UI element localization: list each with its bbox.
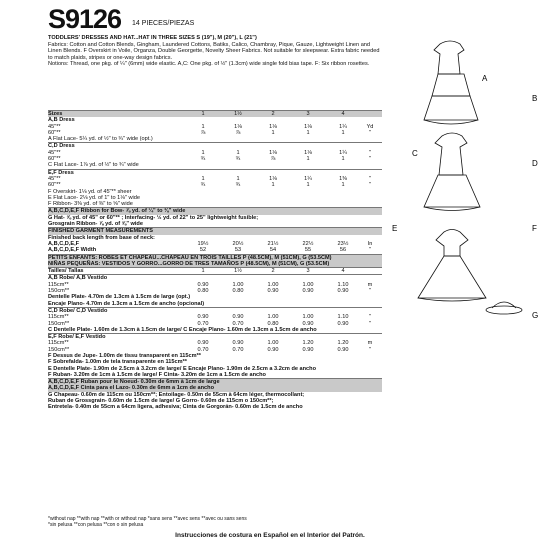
- row-label: Encaje Plano- 4.70m de 1.3cm a 1.5cm de ancho (opcional): [48, 300, 205, 307]
- cell-size-1: 52: [199, 247, 207, 254]
- section-cd-es: [48, 307, 382, 314]
- garment-illustrations: [382, 36, 540, 336]
- row-label: A,B,C,D,E,F: [48, 240, 80, 247]
- cell-size-1: 1: [201, 268, 205, 275]
- cell-size-2: 0.70: [232, 346, 244, 353]
- row-label: A,B,C,D,E,F Width: [48, 247, 97, 254]
- cell-size-1: 0.90: [197, 340, 209, 347]
- row-label: A,B,C,D,E,F Ruban pour le Noeud- 0.30m de 6mm à 1cm de large: [48, 379, 220, 386]
- intro-title: TODDLERS' DRESSES AND HAT...HAT IN THREE SIZES S (19"), M (20"), L (21"): [48, 35, 257, 41]
- yardage-table: [48, 110, 382, 411]
- row-label: Sizes: [48, 111, 63, 117]
- label-b: B: [532, 94, 538, 103]
- fabrics-text: Fabrics: Cotton and Cotton Blends, Gingham, Laundered Cottons, Batiks, Calico, Chambray, Pique, Gauze, Lightweight Linen and Linen Blends. F Overskirt in Voile, Organza, Double Georgette, Novelty Sheer Fabrics. Not suitable for sleepwear. Extra fabric needed to match plaids, stripes or one-way design fabrics.: [48, 41, 380, 61]
- row-label: C,D Robe/ C,D Vestido: [48, 307, 108, 314]
- row-label: 150cm**: [48, 320, 70, 327]
- row-label: 60"**: [48, 156, 61, 163]
- cell-size-4: 1.20: [302, 340, 314, 347]
- cell-size-4: 1: [306, 129, 310, 136]
- cell-size-5: 1¼: [339, 149, 347, 156]
- cell-size-4: 3: [306, 111, 310, 117]
- cell-size-5: 1¼: [339, 123, 347, 130]
- cell-size-2: 1⅛: [234, 123, 242, 130]
- cell-unit: ": [369, 129, 371, 136]
- pieces-count: 14 PIECES/PIEZAS: [132, 20, 195, 27]
- cell-size-1: ¾: [200, 182, 206, 189]
- cell-size-1: ⅞: [200, 129, 206, 136]
- row-label: F Dessus de Jupe- 1.00m de tissu transparent en 115cm**: [48, 352, 201, 359]
- row-label: Dentelle Plate- 4.70m de 1.3cm à 1.5cm de large (opt.): [48, 294, 191, 301]
- cell-size-2: 20½: [232, 240, 244, 247]
- cell-size-1: 19½: [197, 240, 209, 247]
- bow-row-fr: [48, 378, 382, 385]
- cell-size-5: 1: [341, 129, 345, 136]
- row-label: C Dentelle Plate- 1.60m de 1.3cm à 1.5cm de large/ C Encaje Plano- 1.60m de 1.3cm a 1.5cm de ancho: [48, 326, 317, 333]
- dress-cd-sketch: [424, 133, 480, 211]
- cell-size-1: 0.90: [197, 314, 209, 321]
- row-label: NIÑAS PEQUEÑAS: VESTIDOS Y GORRO...GORRO DE TRES TAMAÑOS P (48.5CM), M (51CM), G (53.5CM): [48, 260, 330, 267]
- cell-size-4: 1¼: [304, 175, 312, 182]
- cell-unit: ": [369, 320, 371, 327]
- section-ab-es: [48, 274, 382, 281]
- cell-size-2: 1½: [234, 111, 242, 117]
- cell-size-5: 1.10: [337, 281, 349, 288]
- cell-size-4: 0.90: [302, 288, 314, 295]
- row-label: F Ribbon- 3⅜ yd. of ⅜" to ⅝" wide: [48, 201, 133, 208]
- row-label: E,F Dress: [48, 169, 74, 176]
- cell-size-3: 21½: [267, 240, 279, 247]
- cell-size-3: 0.80: [267, 320, 279, 327]
- cell-size-5: 4: [341, 268, 345, 275]
- row-label: 60"**: [48, 182, 61, 189]
- cell-size-2: ¾: [235, 182, 241, 189]
- cell-size-1: 1: [201, 175, 205, 182]
- cell-size-5: 0.90: [337, 288, 349, 295]
- cell-size-2: 1.00: [232, 281, 244, 288]
- label-g: G: [532, 311, 539, 320]
- cell-size-4: 3: [306, 268, 310, 275]
- cell-size-2: 0.80: [232, 288, 244, 295]
- cell-unit: ": [369, 346, 371, 353]
- cell-size-5: 23½: [337, 240, 349, 247]
- cell-size-1: ¾: [200, 156, 206, 163]
- cell-size-4: 1: [306, 156, 310, 163]
- cell-size-4: 1.00: [302, 314, 314, 321]
- cell-size-3: 1.00: [267, 340, 279, 347]
- cell-size-1: 0.70: [197, 346, 209, 353]
- row-label: F Overskirt- 1⅛ yd. of 45"** sheer: [48, 188, 132, 195]
- cell-size-1: 1: [201, 123, 205, 130]
- cell-size-5: 1⅜: [339, 175, 347, 182]
- cell-size-5: 0.90: [337, 320, 349, 327]
- dress-ef-sketch: [418, 230, 486, 302]
- cell-unit: ": [369, 149, 371, 156]
- row-label: 45"**: [48, 123, 61, 130]
- cell-size-3: 1.00: [267, 281, 279, 288]
- row-label: Entretela- 0.40m de 55cm a 64cm ligera, adhesiva; Cinta de Gorgorán- 0.60m de 1.5cm de ancho: [48, 404, 303, 411]
- bow-row: [48, 207, 382, 214]
- fr-title: [48, 254, 382, 261]
- cell-size-2: 0.90: [232, 340, 244, 347]
- cell-size-3: 1⅛: [269, 175, 277, 182]
- row-label: PETITS ENFANTS: ROBES ET CHAPEAU...CHAPEAU EN TROIS TAILLES P (48.5CM), M (51CM), G (53.5CM): [48, 254, 332, 261]
- pattern-code: S9126: [48, 4, 122, 34]
- row-label: Tailles/ Tallas: [48, 268, 84, 275]
- section-ef-es: [48, 333, 382, 340]
- cell-size-3: 1⅛: [269, 149, 277, 156]
- cell-size-4: 1⅛: [304, 149, 312, 156]
- row-label: G Hat- ⅝ yd. of 45" or 60"** ; Interfacing- ½ yd. of 22" to 25" lightweight fusible;: [48, 214, 259, 221]
- row-label: E,F Robe/ E,F Vestido: [48, 334, 106, 341]
- row-label: A Flat Lace- 5¼ yd. of ½" to ¾" wide (opt.): [48, 136, 153, 143]
- nap-notes: [48, 517, 382, 528]
- cell-size-4: 0.90: [302, 346, 314, 353]
- section-ef-dress: [48, 169, 382, 176]
- row-label: Ruban de Grossgrain- 0.60m de 1.5cm de large/ G Gorro- 0.60m de 115cm o 150cm**;: [48, 398, 274, 405]
- intro: [48, 35, 382, 68]
- cell-size-1: 0.80: [197, 288, 209, 295]
- row-label: 60"**: [48, 129, 61, 136]
- cell-size-5: 1.20: [337, 340, 349, 347]
- dress-ab-sketch: [424, 41, 478, 124]
- row-label: 150cm**: [48, 346, 70, 353]
- cell-size-3: 2: [271, 111, 275, 117]
- row-label: E Dentelle Plate- 1.90m de 2.5cm à 3.2cm de large/ E Encaje Plano- 1.90m de 2.5cm a 3.2cm de ancho: [48, 365, 317, 372]
- cell-unit: ": [369, 314, 371, 321]
- cell-size-1: 0.90: [197, 281, 209, 288]
- section-cd-dress: [48, 142, 382, 149]
- cell-size-2: 1: [236, 149, 240, 156]
- label-e: E: [392, 224, 398, 233]
- nap-note-2: *sin pelusa **con pelusa **con o sin pelusa: [48, 521, 144, 528]
- hat-row-3: [48, 404, 382, 410]
- cell-unit: m: [367, 340, 373, 347]
- cell-unit: ": [369, 182, 371, 189]
- row-label: Finished back length from base of neck:: [48, 234, 155, 241]
- cell-size-2: 0.90: [232, 314, 244, 321]
- row-label: Grosgrain Ribbon- ⅞ yd. of ⅝" wide: [48, 221, 143, 228]
- cell-size-2: ⅞: [235, 129, 241, 136]
- cell-unit: ": [369, 175, 371, 182]
- label-d: D: [532, 159, 538, 168]
- cell-size-3: 1: [271, 129, 275, 136]
- row-label: F Ruban- 3.20m de 1cm à 1.5cm de large/ F Cinta- 3.20m de 1cm a 1.5cm de ancho: [48, 371, 266, 378]
- cell-unit: Yd: [366, 123, 374, 130]
- cell-size-3: 54: [269, 247, 277, 254]
- spanish-instructions-note: Instrucciones de costura en Español en el Interior del Patrón.: [175, 532, 365, 539]
- cell-size-4: 1: [306, 182, 310, 189]
- row-label: 45"**: [48, 149, 61, 156]
- cell-size-4: 0.90: [302, 320, 314, 327]
- cell-size-3: 1⅛: [269, 123, 277, 130]
- notions-text: Notions: Thread, one pkg. of ¼" (6mm) wide elastic. A,C: One pkg. of ½" (1.3cm) wide single fold bias tape. F: Six ribbon rosettes.: [48, 61, 370, 67]
- cell-size-4: 22½: [302, 240, 314, 247]
- cell-size-3: 1: [271, 182, 275, 189]
- cell-size-2: 1: [236, 175, 240, 182]
- cell-size-1: 1: [201, 149, 205, 156]
- row-label: A,B Dress: [48, 117, 75, 124]
- sizes-header-es: [48, 267, 382, 274]
- cell-size-5: 1: [341, 156, 345, 163]
- cell-size-3: 1.00: [267, 314, 279, 321]
- cell-size-2: 1½: [234, 268, 242, 275]
- cell-size-4: 55: [304, 247, 312, 254]
- row-label: G Chapeau- 0.60m de 115cm ou 150cm**; Entoilage- 0.50m de 55cm à 64cm léger, thermocollant;: [48, 391, 305, 398]
- cell-unit: m: [367, 281, 373, 288]
- row-label: E Flat Lace- 2⅛ yd. of 1" to 1⅛" wide: [48, 194, 140, 201]
- cell-size-5: 4: [341, 111, 345, 117]
- cell-size-3: 0.90: [267, 346, 279, 353]
- cell-size-5: 0.90: [337, 346, 349, 353]
- cell-size-5: 1.10: [337, 314, 349, 321]
- cell-size-5: 56: [339, 247, 347, 254]
- label-a: A: [482, 74, 488, 83]
- label-c: C: [412, 149, 418, 158]
- cell-unit: In: [367, 240, 373, 247]
- cell-size-1: 1: [201, 111, 205, 117]
- row-label: 115cm**: [48, 314, 69, 321]
- row-label: 115cm**: [48, 340, 69, 347]
- hat-g-sketch: [486, 302, 522, 314]
- row-label: A,B Robe/ A,B Vestido: [48, 275, 108, 282]
- cell-size-4: 1.00: [302, 281, 314, 288]
- row-label: A,B,C,D,E,F Ribbon for Bow- ⅞ yd. of ¼" to ⅜" wide: [48, 208, 186, 215]
- row-label: 45"**: [48, 175, 61, 182]
- cell-size-3: 2: [271, 268, 275, 275]
- cell-size-2: ¾: [235, 156, 241, 163]
- cell-unit: ": [369, 288, 371, 295]
- row-label: A,B,C,D,E,F Cinta para el Lazo- 0.30m de 6mm a 1cm de ancho: [48, 385, 214, 392]
- label-f: F: [532, 224, 537, 233]
- row-label: 150cm**: [48, 288, 70, 295]
- row-label: FINISHED GARMENT MEASUREMENTS: [48, 228, 154, 235]
- cell-size-2: 53: [234, 247, 242, 254]
- finished-title: [48, 227, 382, 234]
- row-label: 115cm**: [48, 281, 69, 288]
- sizes-header: [48, 110, 382, 117]
- cell-size-5: 1: [341, 182, 345, 189]
- nap-note-1: *without nap **with nap **with or without nap *sans sens **avec sens **avec ou sans sens: [48, 516, 247, 522]
- cell-unit: ": [369, 247, 371, 254]
- cell-size-1: 0.70: [197, 320, 209, 327]
- cell-size-3: 0.90: [267, 288, 279, 295]
- cell-unit: ": [369, 156, 371, 163]
- cell-size-3: ⅞: [270, 156, 276, 163]
- cell-size-4: 1⅛: [304, 123, 312, 130]
- row-label: C Flat Lace- 1⅞ yd. of ½" to ¾" wide: [48, 162, 139, 169]
- row-label: C,D Dress: [48, 143, 75, 150]
- cell-size-2: 0.70: [232, 320, 244, 327]
- row-label: F Sobrefalda- 1.00m de tela transparente en 115cm**: [48, 359, 187, 366]
